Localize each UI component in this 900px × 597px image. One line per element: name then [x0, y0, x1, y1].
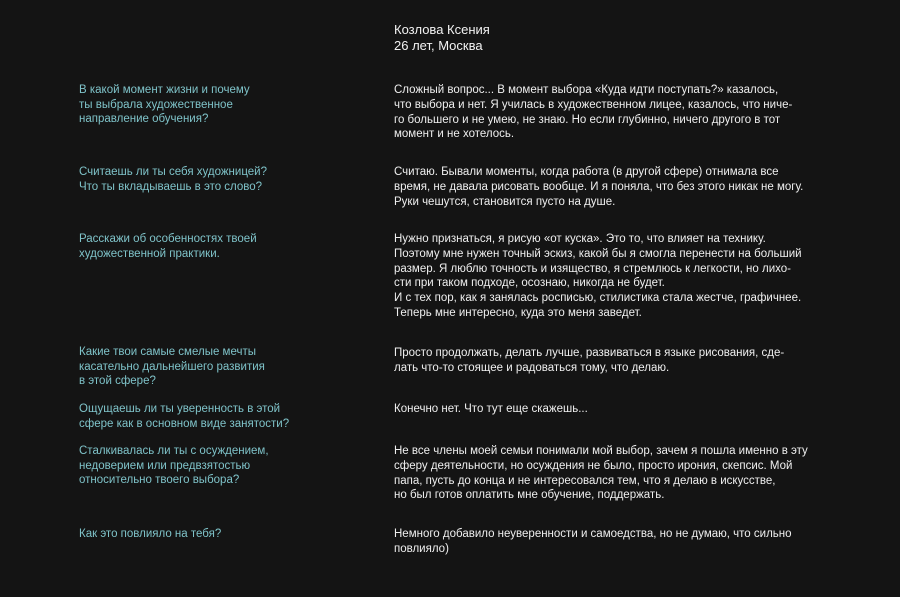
- answer-line: Нужно признаться, я рисую «от куска». Это то, что влияет на технику.: [394, 233, 766, 245]
- question-line: недоверием или предвзятостью: [79, 459, 251, 472]
- answer-line: размер. Я люблю точность и изящество, я стремлюсь к легкости, но лихо-: [394, 262, 791, 275]
- answer-4: [394, 346, 822, 376]
- question-7: [79, 527, 319, 542]
- question-3: [79, 232, 319, 261]
- answer-line: Немного добавило неуверенности и самоедства, но не думаю, что сильно: [394, 528, 792, 540]
- answer-line: момент и не хотелось.: [394, 128, 515, 141]
- answer-line: повлияло): [394, 542, 449, 555]
- answer-line: Сложный вопрос... В момент выбора «Куда идти поступать?» казалось,: [394, 84, 779, 96]
- answer-line: Считаю. Бывали моменты, когда работа (в другой сфере) отнимала все: [394, 166, 779, 178]
- answer-1: [394, 83, 822, 142]
- question-line: Ощущаешь ли ты уверенность в этой: [79, 403, 281, 415]
- interviewee-name: Козлова Ксения: [394, 22, 490, 37]
- question-line: сфере как в основном виде занятости?: [79, 417, 290, 430]
- question-line: в этой сфере?: [79, 375, 156, 387]
- answer-2: [394, 165, 822, 209]
- question-1: [79, 83, 319, 127]
- answer-line: И с тех пор, как я занялась росписью, стилистика стала жестче, графичнее.: [394, 292, 802, 305]
- answer-line: Руки чешутся, становится пусто на душе.: [394, 195, 616, 208]
- answer-line: папа, пусть до конца и не интересовался тем, что я делаю в искусстве,: [394, 474, 776, 487]
- question-line: относительно твоего выбора?: [79, 474, 240, 486]
- question-line: касательно дальнейшего развития: [79, 360, 265, 373]
- interviewee-details: 26 лет, Москва: [394, 38, 483, 53]
- answer-line: го большего и не умею, не знаю. Но если глубинно, ничего другого в тот: [394, 113, 781, 126]
- answer-line: сферу деятельности, но осуждения не было, просто ирония, скепсис. Мой: [394, 459, 793, 472]
- interviewee-header: [394, 22, 490, 54]
- answer-5: [394, 402, 822, 417]
- question-line: Расскажи об особенностях твоей: [79, 233, 257, 245]
- question-line: Сталкивалась ли ты с осуждением,: [79, 445, 269, 457]
- answer-line: но был готов оплатить мне обучение, поддержать.: [394, 489, 665, 502]
- question-line: В какой момент жизни и почему: [79, 84, 250, 96]
- question-line: Что ты вкладываешь в это слово?: [79, 180, 263, 193]
- answer-3: [394, 232, 822, 321]
- question-line: Считаешь ли ты себя художницей?: [79, 166, 267, 178]
- answer-line: Поэтому мне нужен точный эскиз, какой бы я смогла перенести на больший: [394, 247, 802, 260]
- question-line: художественной практики.: [79, 247, 220, 260]
- answer-7: [394, 527, 822, 557]
- answer-line: Просто продолжать, делать лучше, развиваться в языке рисования, сде-: [394, 347, 785, 359]
- question-4: [79, 345, 319, 389]
- question-5: [79, 402, 319, 431]
- question-line: Как это повлияло на тебя?: [79, 528, 222, 540]
- answer-line: Конечно нет. Что тут еще скажешь...: [394, 403, 588, 415]
- answer-6: [394, 444, 822, 503]
- answer-line: что выбора и нет. Я училась в художественном лицее, казалось, что ниче-: [394, 98, 793, 111]
- answer-line: время, не давала рисовать вообще. И я поняла, что без этого никак не могу.: [394, 180, 804, 193]
- answer-line: Не все члены моей семьи понимали мой выбор, зачем я пошла именно в эту: [394, 445, 808, 457]
- question-line: направление обучения?: [79, 113, 209, 125]
- question-line: ты выбрала художественное: [79, 98, 233, 111]
- question-6: [79, 444, 319, 488]
- question-2: [79, 165, 319, 194]
- answer-line: сти при таком подходе, осознаю, никогда не будет.: [394, 277, 665, 290]
- question-line: Какие твои самые смелые мечты: [79, 346, 256, 358]
- answer-line: лать что-то стоящее и радоваться тому, что делаю.: [394, 361, 670, 374]
- answer-line: Теперь мне интересно, куда это меня заведет.: [394, 306, 642, 319]
